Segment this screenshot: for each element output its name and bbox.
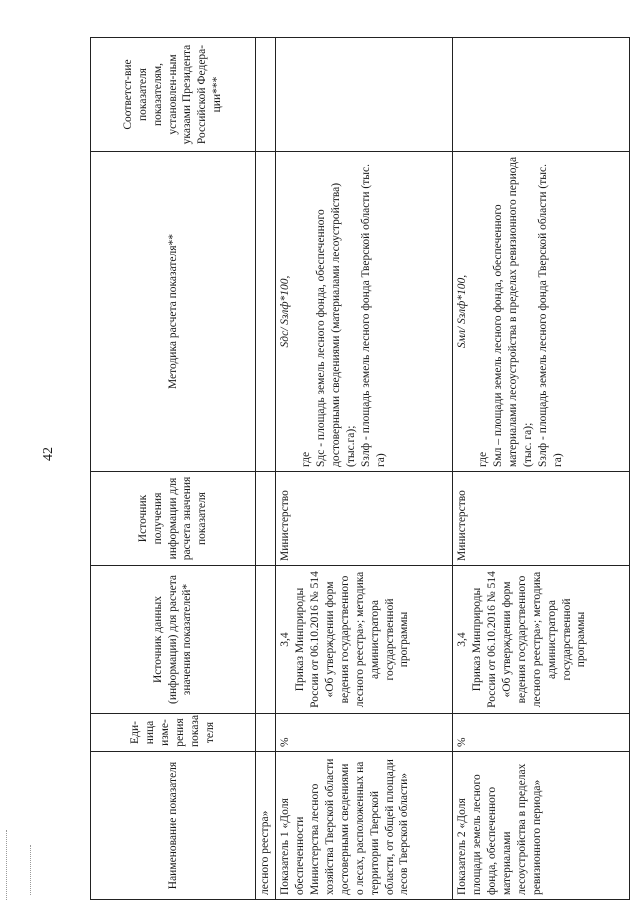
scan-mark: [30, 845, 31, 895]
indicator-info-source: Министерство: [452, 472, 629, 566]
scan-mark: [6, 830, 7, 900]
source-number: 3,4: [278, 632, 291, 647]
method-definition: Sзлф - площадь земель лесного фонда Тверской области (тыс. га): [359, 164, 387, 467]
rotated-table: [90, 38, 630, 900]
indicator-compliance: [452, 38, 629, 152]
indicator-unit: %: [275, 714, 452, 752]
method-definition: Sмл – площади земель лесного фонда, обеспеченного материалами лесоустройства в пределах ревизионного периода (тыс. га);: [491, 156, 534, 467]
indicators-table: [90, 37, 630, 900]
page-number: 42: [41, 447, 56, 461]
table-row-continuation: [256, 38, 276, 900]
indicator-method: [275, 152, 452, 472]
table-header-row: [91, 38, 256, 900]
method-definition: Sдс - площадь земель лесного фонда, обеспеченного достоверными сведениями (материалами лесоустройства) (тыс.га);: [314, 182, 357, 467]
header-unit: Еди-ница изме-рения показа теля: [91, 714, 256, 752]
indicator-info-source: Министерство: [275, 472, 452, 566]
indicator-name: Показатель 1 «Доля обеспеченности Министерства лесного хозяйства Тверской области достоверными сведениями о лесах, расположенных на территории Тверской области, от общей площади лесов Тверской области»: [275, 752, 452, 900]
continuation-text: лесного реестра»: [256, 752, 276, 900]
indicator-compliance: [275, 38, 452, 152]
indicator-name: Показатель 2 «Доля площади земель лесного фонда, обеспеченного материалами лесоустройства в пределах ревизионного периода»: [452, 752, 629, 900]
header-info-source: Источник получения информации для расчета значения показателя: [91, 472, 256, 566]
method-where: где: [476, 451, 489, 467]
source-text: Приказ Минприроды России от 06.10.2016 № 514 «Об утверждении форм ведения государственного лесного реестра»; методика администратора государственной программы: [470, 571, 588, 708]
source-number: 3,4: [455, 632, 468, 647]
rotated-table-container: [90, 38, 630, 900]
method-formula: Sмл/ Sзлф*100,: [455, 274, 468, 349]
header-name: Наименование показателя: [91, 752, 256, 900]
indicator-source: [452, 566, 629, 714]
header-method: Методика расчета показателя**: [91, 152, 256, 472]
header-compliance: Соответст-вие показателя показателям, установлен-ным указами Президента Российской Федера-ции***: [91, 38, 256, 152]
indicator-unit: %: [452, 714, 629, 752]
header-source: Источник данных (информации) для расчета значения показателей*: [91, 566, 256, 714]
method-where: где: [299, 451, 312, 467]
source-text: Приказ Минприроды России от 06.10.2016 № 514 «Об утверждении форм ведения государственного лесного реестра»; методика администратора государственной программы: [293, 571, 411, 708]
method-formula: Sдс/ Sзлф*100,: [278, 275, 291, 348]
table-row: [452, 38, 629, 900]
table-row: [275, 38, 452, 900]
method-definition: Sзлф - площадь земель лесного фонда Тверской области (тыс. га): [536, 164, 564, 467]
indicator-source: [275, 566, 452, 714]
indicator-method: [452, 152, 629, 472]
